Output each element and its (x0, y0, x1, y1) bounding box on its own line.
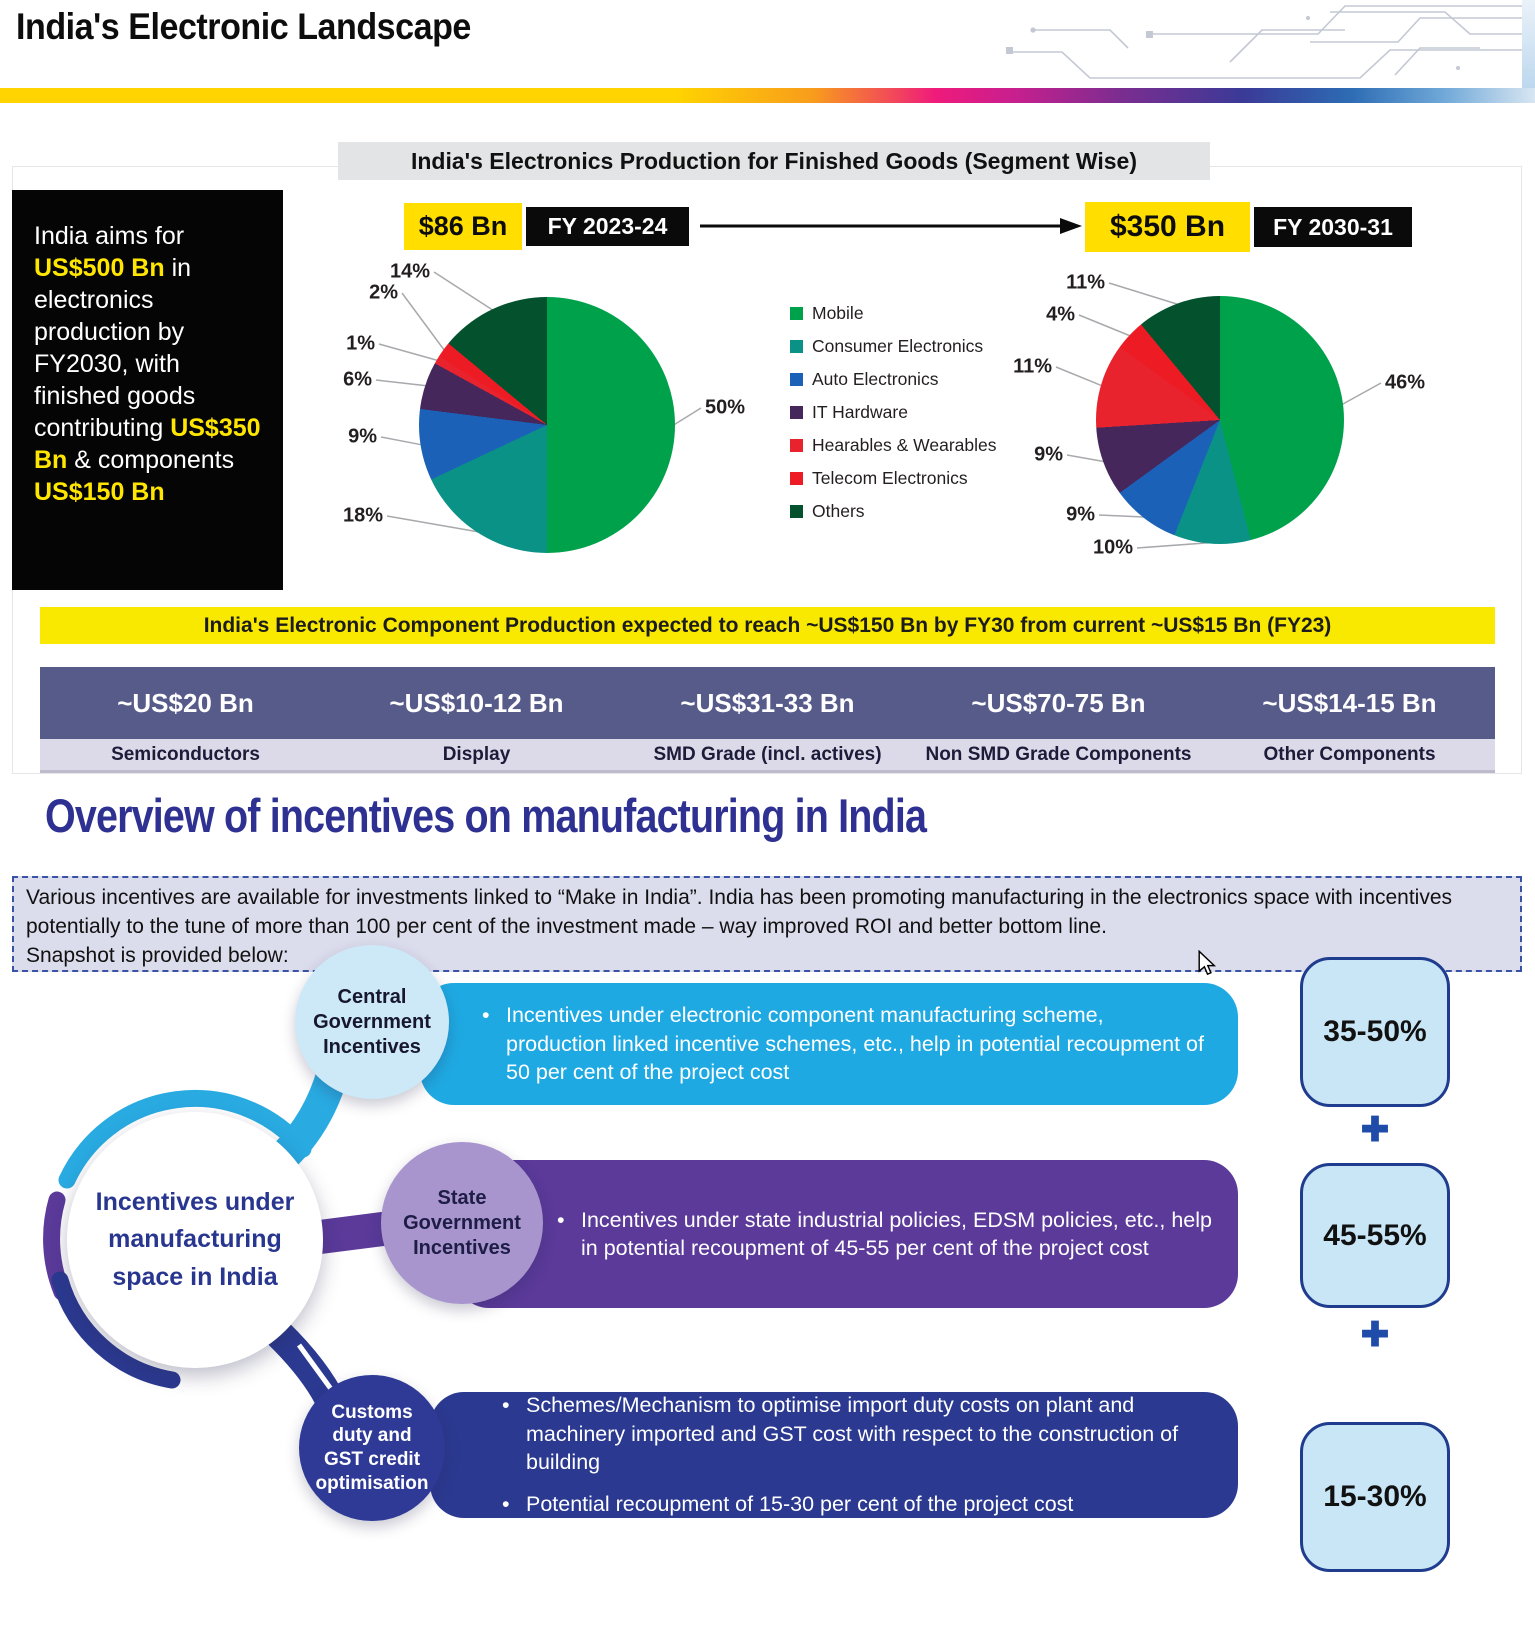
customs-gst-circle (299, 1375, 445, 1521)
component-banner: India's Electronic Component Production expected to reach ~US$150 Bn by FY30 from current ~US$15 Bn (FY23) (40, 607, 1495, 644)
total-badge-fy2024: $86 Bn (404, 203, 522, 250)
pie-slice-label: 11% (1066, 271, 1105, 294)
table-label: Display (442, 743, 511, 765)
component-table-values-row (40, 667, 1495, 739)
legend-label: Auto Electronics (812, 369, 939, 389)
pie-slice-label: 1% (346, 332, 375, 355)
edge-strip (1522, 0, 1535, 90)
pie-slice-label: 4% (1046, 303, 1075, 326)
highlighted-amount: US$350 Bn (34, 414, 261, 474)
pie-slice-label: 9% (1066, 503, 1095, 526)
pie-slice-label: 11% (1013, 355, 1052, 378)
legend-item (790, 303, 997, 324)
customs-gst-bullets (430, 1391, 1238, 1519)
pie-slice-label: 14% (389, 260, 430, 283)
chart-section-title: India's Electronics Production for Finished Goods (Segment Wise) (338, 142, 1210, 180)
highlighted-amount: US$500 Bn (34, 254, 165, 282)
legend-item (790, 336, 997, 357)
table-value: ~US$31-33 Bn (680, 687, 855, 718)
pie-slice-label: 46% (1385, 371, 1426, 394)
page-title: India's Electronic Landscape (16, 6, 471, 47)
highlighted-amount: US$150 Bn (34, 478, 165, 506)
plus-icon: ✚ (1360, 1316, 1390, 1354)
table-value: ~US$70-75 Bn (971, 687, 1146, 718)
central-gov-panel (420, 983, 1238, 1105)
legend-swatch (790, 340, 803, 353)
gradient-divider (0, 88, 1535, 103)
info-text: India aims for (34, 222, 185, 250)
legend-item (790, 369, 997, 390)
plus-icon: ✚ (1360, 1111, 1390, 1149)
bullet-item: • Incentives under state industrial policies, EDSM policies, etc., help in potential recoupment of 45-55 per cent of the project cost (555, 1206, 1212, 1263)
mouse-cursor-icon (1196, 950, 1218, 976)
central-gov-bullets (420, 1001, 1238, 1086)
customs-gst-title: Customs duty and GST credit optimisation (315, 1401, 429, 1494)
pie-chart-fy-2023-24 (342, 260, 780, 580)
legend-swatch (790, 307, 803, 320)
legend-label: Hearables & Wearables (812, 435, 997, 455)
legend-swatch (790, 373, 803, 386)
table-value: ~US$10-12 Bn (389, 687, 564, 718)
bullet-item: • Incentives under electronic component manufacturing scheme, production linked incentive schemes, etc., help in potential recoupment of 50 per cent of the project cost (480, 1001, 1208, 1086)
central-gov-percent: 35-50% (1300, 957, 1450, 1107)
table-label: Semiconductors (111, 743, 260, 765)
legend-label: IT Hardware (812, 402, 908, 422)
overview-snapshot-line: Snapshot is provided below: (26, 944, 289, 967)
legend-swatch (790, 472, 803, 485)
legend-label: Telecom Electronics (812, 468, 968, 488)
pie-slice-label: 50% (705, 396, 746, 419)
component-table-labels-row (40, 739, 1495, 773)
chart-legend (790, 303, 997, 522)
table-value: ~US$20 Bn (117, 687, 254, 718)
incentives-hub (67, 1112, 323, 1368)
total-badge-fy2031: $350 Bn (1085, 202, 1250, 252)
pie-slice-label: 10% (1092, 536, 1133, 559)
pie-disc (419, 297, 675, 553)
info-callout (12, 190, 283, 590)
overview-intro-text: Various incentives are available for investments linked to “Make in India”. India has been promoting manufacturing in the electronics space with incentives potentially to the tune of more than 100 per cent of the investment made – way improved ROI and better bottom line. (26, 886, 1453, 938)
period-badge-fy2031: FY 2030-31 (1254, 207, 1412, 247)
customs-gst-percent: 15-30% (1300, 1422, 1450, 1572)
legend-swatch (790, 439, 803, 452)
legend-item (790, 402, 997, 423)
period-badge-fy2024: FY 2023-24 (526, 207, 689, 246)
pie-chart-fy-2030-31 (1013, 262, 1450, 577)
legend-item (790, 501, 997, 522)
legend-label: Mobile (812, 303, 864, 323)
state-gov-bullets (455, 1206, 1238, 1263)
bullet-item: • Potential recoupment of 15-30 per cent of the project cost (500, 1490, 1208, 1518)
pie-slice-label: 2% (369, 281, 398, 304)
hub-label: Incentives under manufacturing space in India (95, 1187, 295, 1291)
legend-label: Others (812, 501, 865, 521)
info-text: in electronics production by FY2030, with finished goods contributing (34, 254, 196, 442)
legend-swatch (790, 505, 803, 518)
pie-slice-label: 6% (343, 368, 372, 391)
legend-item (790, 435, 997, 456)
table-value: ~US$14-15 Bn (1262, 687, 1437, 718)
state-gov-panel (455, 1160, 1238, 1308)
overview-heading: Overview of incentives on manufacturing in India (45, 789, 927, 842)
overview-intro (12, 876, 1522, 972)
central-gov-circle (295, 945, 449, 1099)
legend-swatch (790, 406, 803, 419)
table-label: SMD Grade (incl. actives) (653, 743, 882, 765)
pie-slice-label: 9% (1034, 443, 1063, 466)
legend-label: Consumer Electronics (812, 336, 984, 356)
pie-disc (1096, 296, 1344, 544)
legend-item (790, 468, 997, 489)
circuit-decoration (990, 0, 1535, 86)
component-table (40, 667, 1495, 773)
central-gov-title: Central Government Incentives (313, 985, 431, 1058)
state-gov-title: State Government Incentives (403, 1186, 521, 1259)
table-label: Other Components (1263, 743, 1436, 765)
state-gov-percent: 45-55% (1300, 1163, 1450, 1308)
bullet-item: • Schemes/Mechanism to optimise import duty costs on plant and machinery imported and GST cost with respect to the construction of building (500, 1391, 1208, 1476)
customs-gst-panel (430, 1392, 1238, 1518)
table-label: Non SMD Grade Components (925, 743, 1192, 765)
state-gov-circle (381, 1142, 543, 1304)
info-text: & components (67, 446, 235, 474)
pie-slice-label: 18% (342, 504, 383, 527)
pie-slice-label: 9% (348, 425, 377, 448)
